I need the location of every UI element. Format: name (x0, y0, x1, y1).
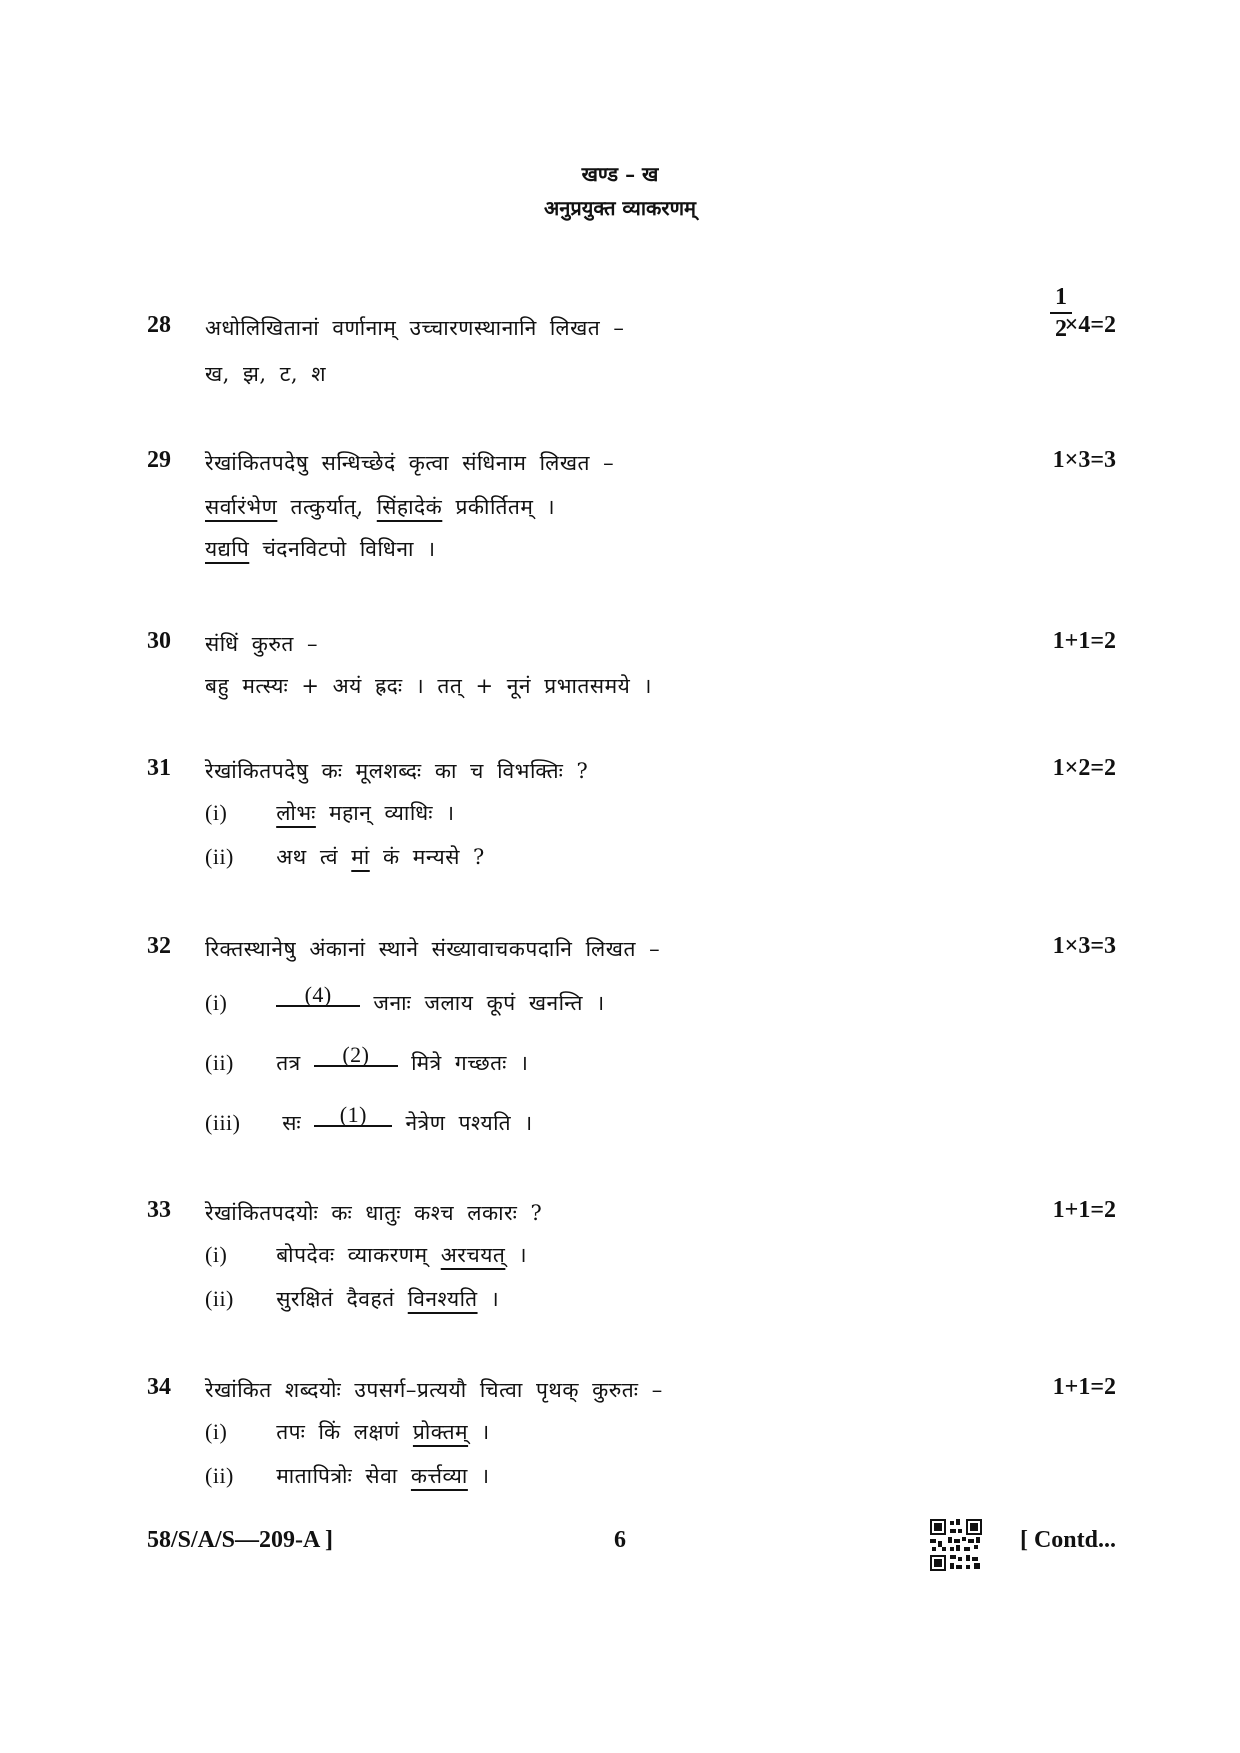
sub-label: (i) (205, 1242, 228, 1267)
underlined-word: यद्यपि (205, 537, 250, 561)
text-segment: । (481, 1464, 490, 1488)
section-heading: खण्ड – ख (581, 162, 659, 186)
underlined-word: लोभः (276, 801, 316, 825)
text-segment: नेत्रेण पश्यति । (405, 1111, 533, 1135)
sub-question-ii (205, 1462, 490, 1490)
sub-question-ii (205, 1285, 499, 1313)
text-segment: कं मन्यसे ? (382, 845, 485, 869)
fill-blank: (2) (314, 1045, 398, 1067)
page-number: 6 (614, 1527, 626, 1553)
text-segment: बोपदेवः व्याकरणम् (276, 1243, 428, 1267)
underlined-word: विनश्यति (407, 1287, 478, 1311)
marks: 1×2=2 (1052, 755, 1116, 781)
fraction-numerator: 1 (1050, 282, 1072, 314)
question-number: 30 (147, 628, 171, 654)
sub-label: (ii) (205, 1463, 234, 1488)
text-segment: सुरक्षितं दैवहतं (276, 1287, 395, 1311)
underlined-word: मां (351, 845, 370, 869)
text-segment: तत्कुर्यात्, (290, 495, 364, 519)
underlined-word: प्रोक्तम् (412, 1420, 469, 1444)
paper-code: 58/S/A/S—209-A ] (147, 1527, 334, 1553)
question-number: 29 (147, 447, 171, 473)
question-number: 28 (147, 312, 171, 338)
marks: 1×3=3 (1052, 933, 1116, 959)
qr-code-icon (930, 1519, 982, 1571)
question-text: अधोलिखितानां वर्णानाम् उच्चारणस्थानानि लिखत – (205, 316, 625, 340)
question-text: रेखांकितपदयोः कः धातुः कश्च लकारः ? (205, 1201, 543, 1225)
question-text: संधिं कुरुत – (205, 632, 319, 656)
section-subheading: अनुप्रयुक्त व्याकरणम् (543, 196, 697, 220)
question-line: बहु मत्स्यः + अयं ह्रदः । तत् + नूनं प्रभातसमये । (205, 674, 652, 698)
question-number: 32 (147, 933, 171, 959)
marks: 1+1=2 (1052, 1197, 1116, 1223)
text-segment: तत्र (276, 1051, 301, 1075)
marks: 1+1=2 (1052, 1374, 1116, 1400)
question-number: 34 (147, 1374, 171, 1400)
sub-label: (ii) (205, 1050, 234, 1075)
sub-question-iii (205, 1102, 533, 1137)
question-text: रेखांकितपदेषु कः मूलशब्दः का च विभक्तिः ? (205, 759, 589, 783)
question-number: 31 (147, 755, 171, 781)
question-line (205, 535, 436, 563)
marks: 1×3=3 (1052, 447, 1116, 473)
sub-question-ii (205, 1042, 529, 1077)
sub-label: (ii) (205, 1286, 234, 1311)
sub-question-i (205, 1241, 527, 1269)
sub-question-i (205, 982, 605, 1017)
text-segment: चंदनविटपो विधिना । (262, 537, 436, 561)
text-segment: जनाः जलाय कूपं खनन्ति । (373, 991, 605, 1015)
question-text: रिक्तस्थानेषु अंकानां स्थाने संख्यावाचकपदानि लिखत – (205, 937, 661, 961)
question-text: रेखांकित शब्दयोः उपसर्ग–प्रत्ययौ चित्वा पृथक् कुरुतः – (205, 1378, 663, 1402)
question-number: 33 (147, 1197, 171, 1223)
sub-label: (i) (205, 800, 228, 825)
question-text: रेखांकितपदेषु सन्धिच्छेदं कृत्वा संधिनाम लिखत – (205, 451, 615, 475)
text-segment: मित्रे गच्छतः । (411, 1051, 529, 1075)
sub-question-ii (205, 843, 485, 871)
fraction-denominator: 2 (1055, 316, 1067, 342)
text-segment: मातापित्रोः सेवा (276, 1464, 398, 1488)
text-segment: । (490, 1287, 500, 1311)
sub-label: (i) (205, 1419, 228, 1444)
underlined-word: कर्त्तव्या (410, 1464, 468, 1488)
fill-blank: (1) (314, 1105, 392, 1127)
underlined-word: सर्वारंभेण (205, 495, 278, 519)
continued-label: [ Contd... (1019, 1527, 1116, 1553)
text-segment: तपः किं लक्षणं (276, 1420, 400, 1444)
marks: 1+1=2 (1052, 628, 1116, 654)
question-line: ख, झ, ट, श (205, 362, 326, 386)
sub-label: (ii) (205, 844, 234, 869)
sub-question-i (205, 799, 455, 827)
sub-question-i (205, 1418, 490, 1446)
underlined-word: अरचयत् (440, 1243, 506, 1267)
text-segment: अथ त्वं (276, 845, 339, 869)
text-segment: । (481, 1420, 490, 1444)
text-segment: । (518, 1243, 528, 1267)
text-segment: प्रकीर्तितम् । (455, 495, 556, 519)
marks: ×4=2 (1064, 312, 1116, 338)
underlined-word: सिंहादेकं (376, 495, 443, 519)
text-segment: सः (282, 1111, 302, 1135)
text-segment: महान् व्याधिः । (329, 801, 455, 825)
fill-blank: (4) (276, 985, 360, 1007)
sub-label: (i) (205, 990, 228, 1015)
sub-label: (iii) (205, 1110, 241, 1135)
question-line (205, 493, 555, 521)
